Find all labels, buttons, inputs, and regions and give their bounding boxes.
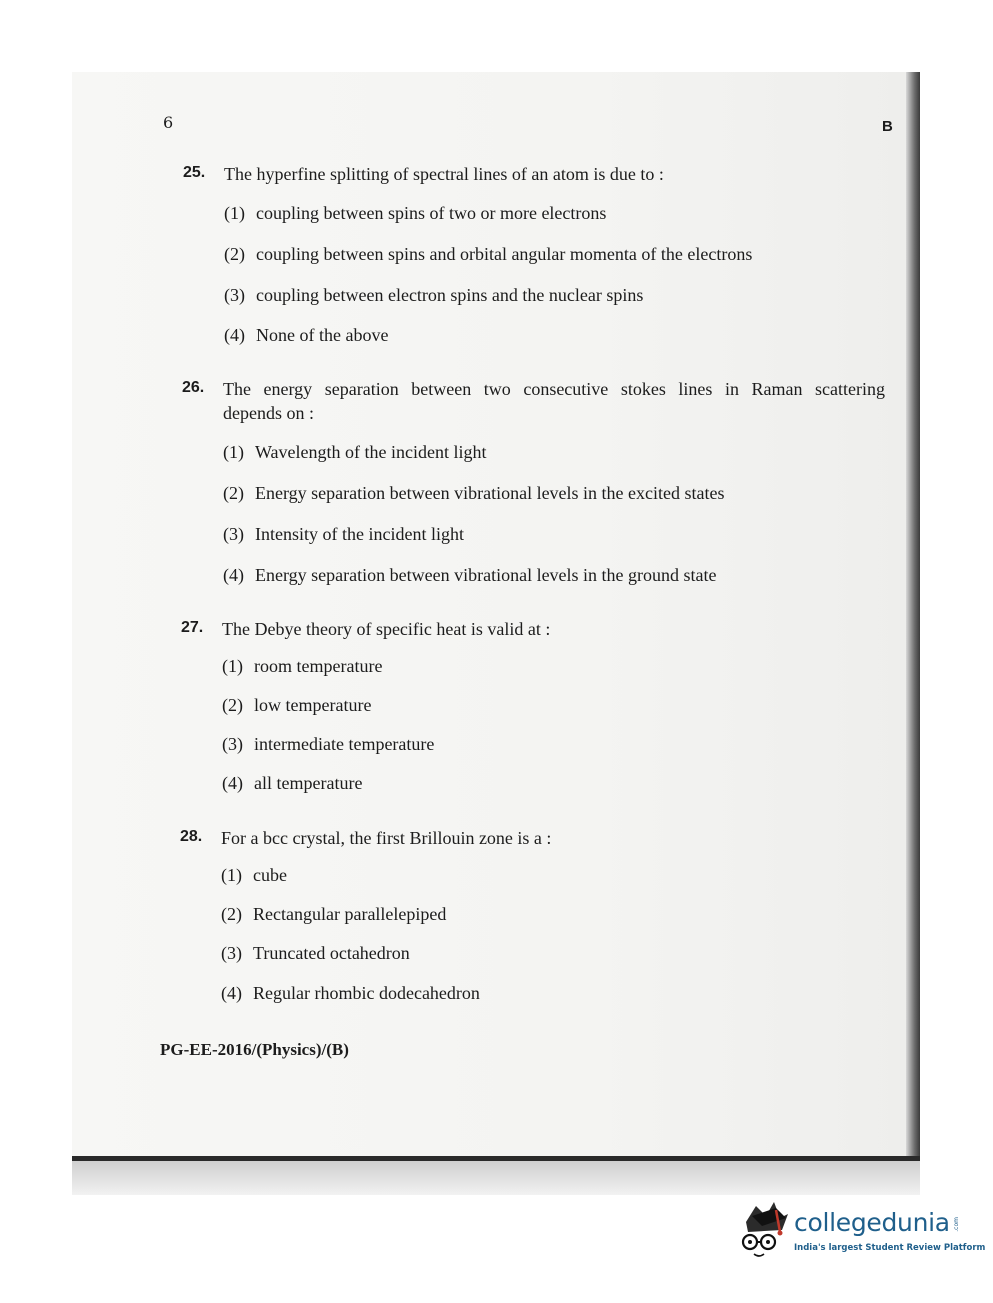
option-text: coupling between spins and orbital angular momenta of the electrons — [256, 244, 753, 264]
brand-suffix: .com — [953, 1217, 960, 1232]
option — [221, 943, 410, 964]
option — [223, 524, 464, 545]
option-number: (2) — [223, 483, 244, 503]
option — [223, 442, 487, 463]
option-text: coupling between spins of two or more electrons — [256, 203, 607, 223]
option — [224, 285, 643, 306]
question-number: 25. — [183, 164, 206, 181]
option-number: (2) — [222, 695, 243, 715]
option — [223, 483, 725, 504]
mascot-icon — [736, 1198, 792, 1260]
option-number: (4) — [223, 565, 244, 585]
option — [222, 695, 371, 716]
option-number: (1) — [224, 203, 245, 223]
option-text: cube — [253, 865, 287, 885]
option-text: Energy separation between vibrational levels in the excited states — [255, 483, 725, 503]
option-number: (1) — [223, 442, 244, 462]
option-text: Energy separation between vibrational levels in the ground state — [255, 565, 717, 585]
option — [221, 983, 480, 1004]
option — [222, 656, 382, 677]
question-text-line-2: depends on : — [223, 403, 314, 423]
question-text: The hyperfine splitting of spectral lines of an atom is due to : — [224, 164, 664, 184]
option-text: Rectangular parallelepiped — [253, 904, 447, 924]
scanned-page — [72, 72, 920, 1160]
option — [222, 773, 362, 794]
option-number: (1) — [222, 656, 243, 676]
option-number: (2) — [221, 904, 242, 924]
option-number: (4) — [221, 983, 242, 1003]
page-bottom-band — [72, 1161, 920, 1195]
option-text: None of the above — [256, 325, 389, 345]
option-number: (3) — [221, 943, 242, 963]
option — [223, 565, 717, 586]
option-text: coupling between electron spins and the nuclear spins — [256, 285, 644, 305]
option-text: room temperature — [254, 656, 383, 676]
option-text: Intensity of the incident light — [255, 524, 464, 544]
page-number: 6 — [163, 113, 174, 132]
option-number: (1) — [221, 865, 242, 885]
option-number: (4) — [222, 773, 243, 793]
page-edge-shadow — [906, 72, 920, 1194]
option — [224, 244, 752, 265]
option — [222, 734, 434, 755]
question-text: For a bcc crystal, the first Brillouin zone is a : — [221, 828, 552, 848]
option-text: low temperature — [254, 695, 372, 715]
set-code: B — [882, 118, 893, 135]
question-number: 28. — [180, 828, 203, 845]
option — [224, 203, 606, 224]
brand-name: collegedunia — [794, 1208, 950, 1237]
option-text: Wavelength of the incident light — [255, 442, 487, 462]
option-number: (3) — [224, 285, 245, 305]
paper-code: PG-EE-2016/(Physics)/(B) — [160, 1040, 349, 1059]
brand-tagline: India's largest Student Review Platform — [794, 1243, 986, 1253]
option — [221, 865, 287, 886]
option-text: Regular rhombic dodecahedron — [253, 983, 480, 1003]
option — [224, 325, 388, 346]
option-number: (4) — [224, 325, 245, 345]
option-number: (2) — [224, 244, 245, 264]
question-text-line-1: The energy separation between two consecutive stokes lines in Raman scattering — [223, 379, 885, 399]
option-text: Truncated octahedron — [253, 943, 410, 963]
brand-logo[interactable] — [736, 1198, 986, 1268]
option — [221, 904, 446, 925]
option-number: (3) — [223, 524, 244, 544]
option-text: all temperature — [254, 773, 363, 793]
question-number: 26. — [182, 379, 205, 396]
question-number: 27. — [181, 619, 204, 636]
question-text: The Debye theory of specific heat is valid at : — [222, 619, 551, 639]
option-number: (3) — [222, 734, 243, 754]
option-text: intermediate temperature — [254, 734, 435, 754]
